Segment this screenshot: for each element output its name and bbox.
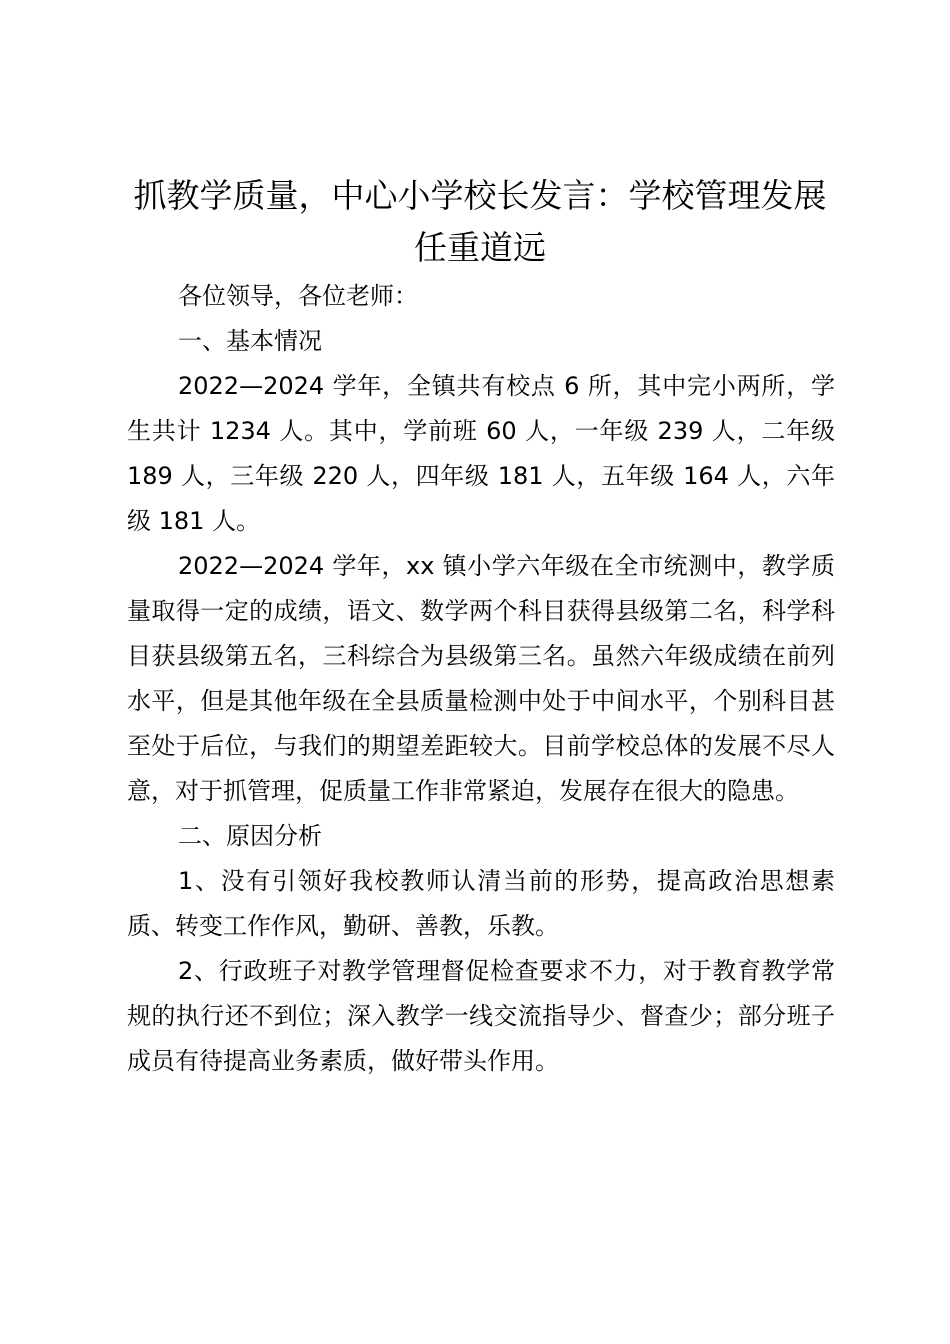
- document-body: [127, 274, 835, 1084]
- greeting-paragraph: 各位领导，各位老师：: [178, 282, 418, 310]
- cause-item-2: 2、行政班子对教学管理督促检查要求不力，对于教育教学常规的执行还不到位；深入教学一线交流指导少、督查少；部分班子成员有待提高业务素质，做好带头作用。: [127, 957, 835, 1075]
- enrollment-paragraph: 2022—2024 学年，全镇共有校点 6 所，其中完小两所，学生共计 1234 人。其中，学前班 60 人，一年级 239 人，二年级 189 人，三年级 220 人，四年级 181 人，五年级 164 人，六年级 181 人。: [127, 372, 835, 535]
- document-title: 抓教学质量，中心小学校长发言：学校管理发展任重道远: [133, 176, 827, 267]
- results-paragraph: 2022—2024 学年，xx 镇小学六年级在全市统测中，教学质量取得一定的成绩，语文、数学两个科目获得县级第二名，科学科目获县级第五名，三科综合为县级第三名。虽然六年级成绩在前列水平，但是其他年级在全县质量检测中处于中间水平，个别科目甚至处于后位，与我们的期望差距较大。目前学校总体的发展不尽人意，对于抓管理，促质量工作非常紧迫，发展存在很大的隐患。: [127, 552, 835, 805]
- section-heading-basic-situation: 一、基本情况: [178, 327, 322, 355]
- cause-item-1: 1、没有引领好我校教师认清当前的形势，提高政治思想素质、转变工作作风，勤研、善教，乐教。: [127, 867, 835, 940]
- section-heading-cause-analysis: 二、原因分析: [178, 822, 322, 850]
